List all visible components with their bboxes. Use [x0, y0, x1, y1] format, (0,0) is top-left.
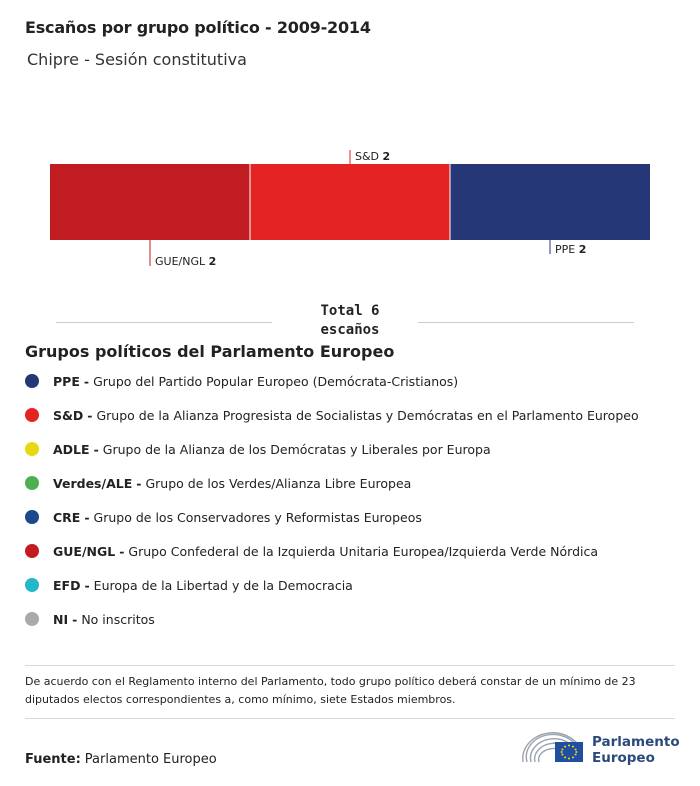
legend-separator: - — [72, 611, 78, 627]
legend-item-s-d — [25, 405, 639, 425]
legend-item-efd — [25, 575, 353, 595]
legend-dot-icon — [25, 374, 39, 388]
legend-abbr: CRE — [53, 509, 81, 525]
bar-segment-s-d — [250, 164, 450, 240]
total-seats — [300, 302, 400, 340]
legend-item-adle — [25, 439, 491, 459]
legend-abbr: GUE/NGL — [53, 543, 116, 559]
footnote: De acuerdo con el Reglamento interno del Parlamento, todo grupo político deberá constar de un mínimo de 23 diputados electos correspondientes a, como mínimo, siete Estados miembros. — [25, 675, 636, 706]
legend-abbr: PPE — [53, 373, 80, 389]
logo-line1: Parlamento — [592, 734, 680, 750]
source-label: Fuente: — [25, 752, 81, 767]
legend-dot-icon — [25, 612, 39, 626]
divider-bottom — [25, 718, 675, 719]
legend-name: Grupo Confederal de la Izquierda Unitaria Europea/Izquierda Verde Nórdica — [128, 543, 599, 559]
legend-abbr: S&D — [53, 407, 84, 423]
legend-item-ni — [25, 609, 155, 629]
total-divider-left — [56, 322, 272, 323]
legend-item-cre — [25, 507, 422, 527]
divider-top — [25, 665, 675, 666]
source-value: Parlamento Europeo — [84, 752, 217, 767]
legend-name: Grupo de los Verdes/Alianza Libre Europea — [145, 475, 412, 491]
parliament-hemicycle-icon — [519, 728, 589, 768]
legend-name: Grupo del Partido Popular Europeo (Demócrata-Cristianos) — [93, 373, 459, 389]
bar-segment-ppe — [450, 164, 650, 240]
data-label-ppe: PPE 2 — [555, 243, 587, 256]
legend-item-ppe — [25, 371, 458, 391]
legend-dot-icon — [25, 442, 39, 456]
legend-name: Grupo de la Alianza de los Demócratas y Liberales por Europa — [102, 441, 491, 457]
legend-abbr: ADLE — [53, 441, 90, 457]
legend-item-verdes-ale — [25, 473, 411, 493]
legend-name: No inscritos — [81, 611, 155, 627]
data-label-s-d: S&D 2 — [355, 150, 391, 163]
legend-dot-icon — [25, 510, 39, 524]
legend-separator: - — [93, 441, 99, 457]
legend-name: Grupo de la Alianza Progresista de Socialistas y Demócratas en el Parlamento Europeo — [96, 407, 639, 423]
legend-separator: - — [119, 543, 125, 559]
legend-separator: - — [136, 475, 142, 491]
legend-abbr: EFD — [53, 577, 81, 593]
logo-text — [592, 734, 680, 766]
legend-dot-icon — [25, 578, 39, 592]
total-seats-unit: escaños — [320, 322, 380, 338]
legend-name: Europa de la Libertad y de la Democracia — [93, 577, 353, 593]
legend-dot-icon — [25, 476, 39, 490]
total-divider-right — [418, 322, 634, 323]
legend-dot-icon — [25, 408, 39, 422]
logo-line2: Europeo — [592, 750, 655, 766]
stacked-bar-chart — [0, 0, 700, 290]
legend-separator: - — [87, 407, 93, 423]
chart-title: Escaños por grupo político - 2009-2014 — [25, 18, 371, 37]
legend-separator: - — [84, 509, 90, 525]
legend-separator: - — [84, 577, 90, 593]
legend-abbr: NI — [53, 611, 69, 627]
source — [25, 752, 217, 767]
total-seats-count: Total 6 — [320, 303, 380, 319]
legend-item-gue-ngl — [25, 541, 598, 561]
legend-title: Grupos políticos del Parlamento Europeo — [25, 342, 395, 361]
european-parliament-logo — [519, 728, 679, 768]
legend-dot-icon — [25, 544, 39, 558]
data-label-gue-ngl: GUE/NGL 2 — [155, 255, 217, 268]
bar-segment-gue-ngl — [50, 164, 250, 240]
legend-abbr: Verdes/ALE — [53, 475, 133, 491]
legend-name: Grupo de los Conservadores y Reformistas Europeos — [93, 509, 422, 525]
legend-separator: - — [83, 373, 90, 389]
chart-subtitle: Chipre - Sesión constitutiva — [27, 50, 247, 69]
